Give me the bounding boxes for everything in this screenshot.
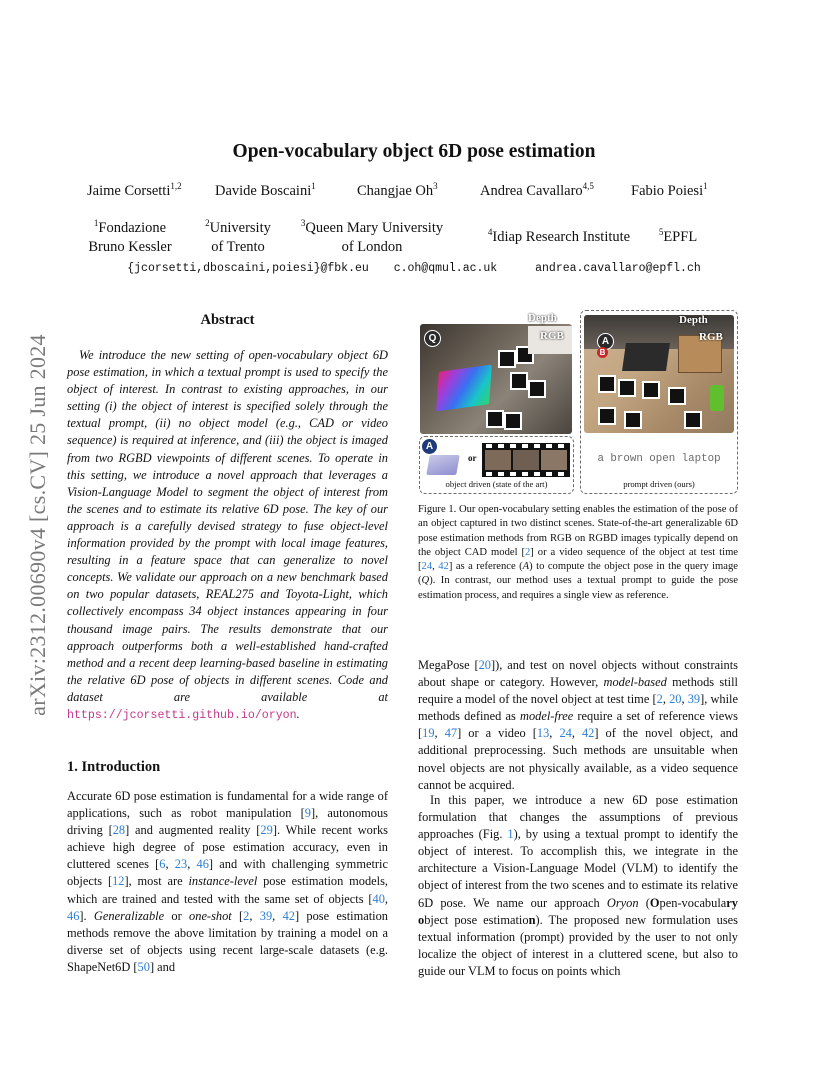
aruco-marker	[598, 407, 616, 425]
right-paragraph-1: MegaPose [20]), and test on novel objects without constraints about shape or category. However, model-based methods still require a model of the novel object at test time [2, 20, 39], while methods defined as model-free require a set of reference views [19, 47] or a video [13, 24, 42] of the novel object, and additional preprocessing. Such methods are unsuitable when novel objects are not physically available, as a video sequence cannot be acquired.	[418, 658, 738, 792]
cad-model-icon	[426, 455, 460, 475]
citation[interactable]: 20	[478, 658, 491, 672]
left-panel-caption: object driven (state of the art)	[445, 479, 548, 489]
citation[interactable]: 47	[444, 726, 458, 741]
aruco-marker	[486, 410, 504, 428]
prompt-text: a brown open laptop	[597, 453, 721, 465]
author-3: Changjae Oh$^3$	[357, 181, 438, 199]
aruco-marker	[504, 412, 522, 430]
aruco-marker	[624, 411, 642, 429]
aruco-marker	[684, 411, 702, 429]
reference-b-badge: B	[597, 347, 608, 358]
author-2: Davide Boscaini$^1$	[215, 181, 316, 199]
citation[interactable]: 28	[112, 823, 126, 838]
affiliation-3: $^3$Queen Mary University of London	[300, 218, 444, 255]
figure-left-panel	[418, 310, 574, 492]
aruco-marker	[642, 381, 660, 399]
object-driven-box	[419, 436, 574, 494]
laptop-photo	[622, 343, 670, 371]
aruco-marker	[598, 375, 616, 393]
aruco-marker	[618, 379, 636, 397]
figure-right-panel	[580, 310, 738, 494]
citation[interactable]: 24	[421, 561, 433, 573]
right-paragraph-2: In this paper, we introduce a new 6D pose estimation formulation that changes the assumptions of previous approaches (Fig. 1), by using a textual prompt to identify the object of interest. To accomplish this, we integrate in the architecture a Vision-Language Model (VLM) to identify the object of interest from the two scenes and to estimate its relative 6D pose. We name our approach Oryon (Open-vocabulary object pose estimation). The proposed new formulation uses textual information (prompt) provided by the user to not only localize the object of interest in a cluttered scene, but also to guide our VLM to focus on points which	[418, 793, 738, 978]
citation[interactable]: 20	[669, 692, 682, 707]
author-1: Jaime Corsetti$^{1,2}$	[87, 181, 182, 199]
citation[interactable]: 23	[174, 857, 188, 872]
citation[interactable]: 46	[67, 908, 80, 923]
depth-label-right: Depth	[679, 314, 708, 326]
affiliation-4: $^4$Idiap Research Institute	[487, 227, 631, 245]
author-emails	[0, 262, 828, 275]
rgb-label-right: RGB	[699, 331, 723, 343]
email-fbk[interactable]: {jcorsetti,dboscaini,poiesi}@fbk.eu	[127, 262, 369, 275]
citation[interactable]: 2	[656, 692, 663, 707]
citation[interactable]: 13	[536, 726, 550, 741]
citation[interactable]: 19	[422, 726, 435, 741]
citation[interactable]: 24	[559, 726, 572, 741]
citation[interactable]: 9	[304, 806, 311, 821]
right-panel-caption: prompt driven (ours)	[623, 479, 695, 489]
citation[interactable]: 1	[507, 827, 514, 842]
reference-a-badge-right: A	[597, 333, 614, 350]
citation[interactable]: 50	[137, 959, 150, 974]
arxiv-sidebar-stamp	[20, 290, 56, 760]
email-qmul[interactable]: c.oh@qmul.ac.uk	[393, 262, 498, 275]
video-filmstrip	[482, 443, 570, 477]
section-heading-introduction: 1. Introduction	[67, 759, 161, 775]
citation[interactable]: 12	[112, 874, 125, 889]
citation[interactable]: 6	[159, 857, 166, 872]
arxiv-id: arXiv:2312.00690v4 [cs.CV] 25 Jun 2024	[25, 334, 50, 716]
intro-paragraph-1: Accurate 6D pose estimation is fundamental for a wide range of applications, such as robot manipulation [9], autonomous driving [28] and augmented reality [29]. While recent works achieve high degree of pose estimation accuracy, even in cluttered scenes [6, 23, 46] and with challenging symmetric objects [12], most are instance-level pose estimation models, which are trained and tested with the same set of objects [40, 46]. Generalizable or one-shot [2, 39, 42] pose estimation methods remove the above limitation by training a model on a diverse set of objects using recent large-scale datasets (e.g. ShapeNet6D [50] and	[67, 789, 389, 974]
figure-1-caption: Figure 1. Our open-vocabulary setting enables the estimation of the pose of an object captured in two distinct scenes. State-of-the-art generalizable 6D pose estimation methods from RGB on RGBD images typically depend on the object CAD model [2] or a video sequence of the object at test time [24, 42] as a reference (A) to compute the object pose in the query image (Q). In contrast, our method uses a textual prompt to guide the pose estimation process, and requires a single view as reference.	[418, 504, 739, 601]
citation[interactable]: 29	[260, 823, 273, 838]
citation[interactable]: 46	[196, 857, 209, 872]
depth-label: Depth	[528, 312, 557, 324]
code-link[interactable]: https://jcorsetti.github.io/oryon	[67, 708, 297, 722]
citation[interactable]: 40	[372, 891, 385, 906]
abstract-heading: Abstract	[200, 312, 255, 328]
citation[interactable]: 42	[282, 908, 295, 923]
paper-title: Open-vocabulary object 6D pose estimation	[232, 141, 596, 162]
citation[interactable]: 39	[687, 692, 701, 707]
query-q-badge: Q	[424, 330, 441, 347]
aruco-marker	[668, 387, 686, 405]
email-epfl[interactable]: andrea.cavallaro@epfl.ch	[535, 262, 701, 275]
figure-1	[418, 310, 738, 495]
aruco-marker	[528, 380, 546, 398]
citation[interactable]: 42	[581, 726, 595, 741]
affiliation-1: $^1$Fondazione Bruno Kessler	[88, 218, 172, 255]
affiliation-5: $^5$EPFL	[658, 227, 698, 245]
author-4: Andrea Cavallaro$^{4,5}$	[480, 181, 594, 199]
citation[interactable]: 39	[259, 908, 273, 923]
citation[interactable]: 42	[438, 561, 449, 573]
affiliation-2: $^2$University of Trento	[205, 218, 271, 255]
abstract-body: We introduce the new setting of open-vocabulary object 6D pose estimation, in which a textual prompt is used to specify the object of interest. In contrast to existing approaches, in our setting (i) the object of interest is specified solely through the textual prompt, (ii) no object model (e.g., CAD or video sequence) is required at inference, and (iii) the object is imaged from two RGBD viewpoints of different scenes. To operate in this setting, we introduce a novel approach that leverages a Vision-Language Model to segment the object of interest from the scenes and to estimate its relative 6D pose. The key of our approach is a carefully devised strategy to fuse object-level information provided by the prompt with local image features, resulting in a feature space that can generalize to novel concepts. We validate our approach on a new benchmark based on two popular datasets, REAL275 and Toyota-Light, which collectively encompass 34 object instances appearing in four thousand image pairs. The results demonstrate that our approach outperforms both a well-established hand-crafted method and a recent deep learning-based baseline in estimating the relative 6D pose of objects in different scenes. Code and dataset are available at https://jcorsetti.github.io/oryon.	[67, 348, 388, 722]
laptop-depth-render	[436, 365, 492, 412]
citation[interactable]: 2	[243, 908, 250, 923]
aruco-marker	[498, 350, 516, 368]
aruco-marker	[510, 372, 528, 390]
reference-a-badge: A	[422, 439, 437, 454]
rgb-label: RGB	[540, 330, 564, 342]
author-5: Fabio Poiesi$^1$	[631, 181, 708, 199]
green-can	[710, 385, 724, 411]
or-label: or	[468, 453, 477, 463]
citation[interactable]: 2	[525, 546, 531, 558]
